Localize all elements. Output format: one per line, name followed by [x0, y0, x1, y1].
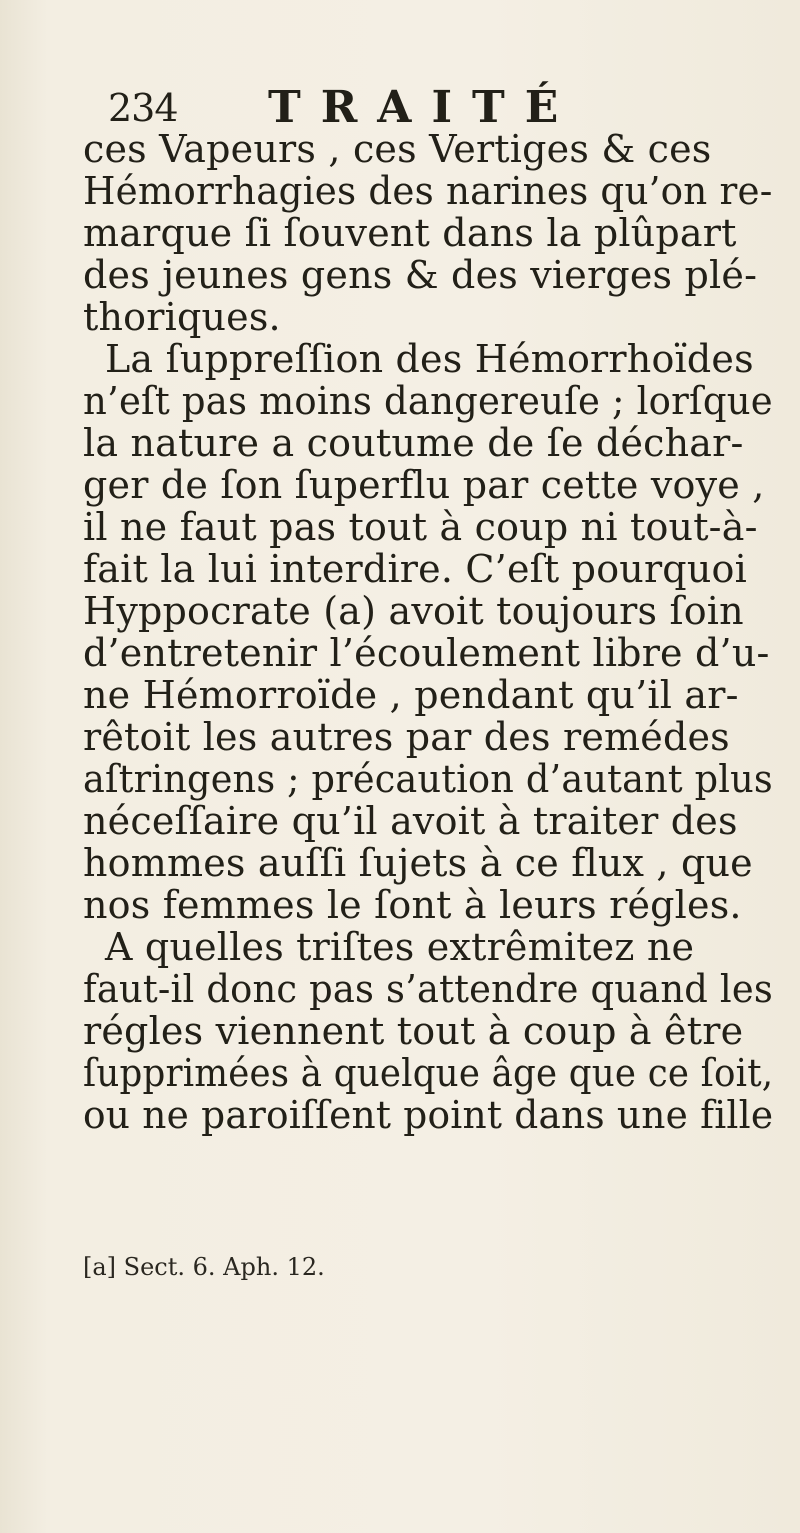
text-line: n’eſt pas moins dangereuſe ; lorſque — [83, 379, 773, 423]
text-line: ne Hémorroïde , pendant qu’il ar- — [83, 673, 739, 717]
text-line: hommes auſſi ſujets à ce flux , que — [83, 841, 753, 885]
text-line: rêtoit les autres par des remédes — [83, 715, 730, 759]
text-line: nos femmes le ſont à leurs régles. — [83, 883, 742, 927]
text-line: marque ſi ſouvent dans la plûpart — [83, 211, 737, 255]
text-line: Hémorrhagies des narines qu’on re- — [83, 169, 773, 213]
footnote: [a] Sect. 6. Aph. 12. — [83, 1253, 325, 1281]
text-line: Hyppocrate (a) avoit toujours ſoin — [83, 589, 744, 633]
text-line: thoriques. — [83, 295, 281, 339]
running-title: TRAITÉ — [268, 82, 579, 133]
text-line: la nature a coutume de ſe déchar- — [83, 421, 744, 465]
text-line: régles viennent tout à coup à être — [83, 1009, 744, 1053]
page-header — [108, 82, 668, 132]
text-line: fait la lui interdire. C’eſt pourquoi — [83, 547, 747, 591]
text-line: ger de ſon ſuperflu par cette voye , — [83, 463, 765, 507]
text-line: néceſſaire qu’il avoit à traiter des — [83, 799, 738, 843]
body-text — [83, 128, 773, 1136]
text-line: il ne faut pas tout à coup ni tout-à- — [83, 505, 758, 549]
text-line: d’entretenir l’écoulement libre d’u- — [83, 631, 770, 675]
text-line: ou ne paroiſſent point dans une fille — [83, 1093, 774, 1137]
page-number: 234 — [108, 86, 178, 130]
text-line: ces Vapeurs , ces Vertiges & ces — [83, 127, 712, 171]
text-line: aſtringens ; précaution d’autant plus — [83, 757, 773, 801]
text-line: faut-il donc pas s’attendre quand les — [83, 967, 773, 1011]
text-line: des jeunes gens & des vierges plé- — [83, 253, 758, 297]
text-line: La ſuppreſſion des Hémorrhoïdes — [105, 337, 754, 381]
text-line: A quelles triſtes extrêmitez ne — [105, 925, 695, 969]
text-line: ſupprimées à quelque âge que ce ſoit, — [83, 1051, 774, 1095]
